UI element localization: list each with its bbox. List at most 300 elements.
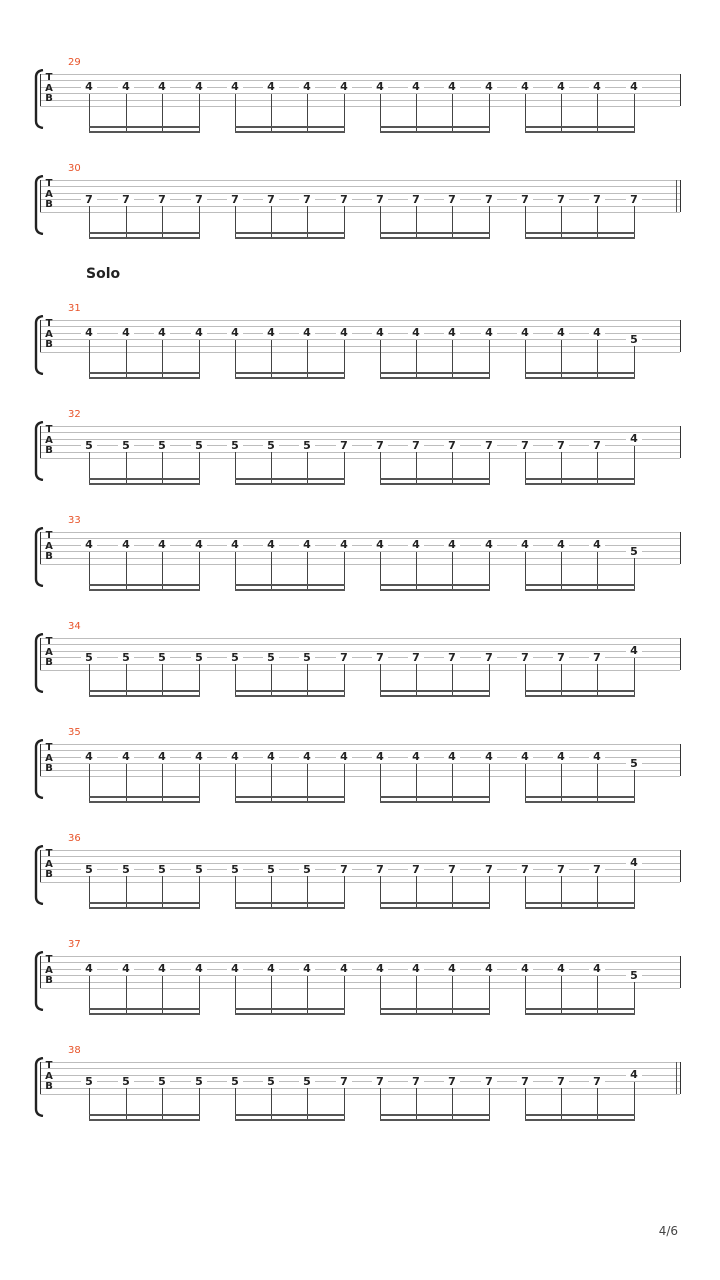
note-beam [380, 126, 490, 128]
barline-start [40, 320, 41, 352]
fret-number: 4 [481, 539, 497, 550]
staff-line [40, 538, 680, 539]
section-label: Solo [86, 266, 121, 282]
fret-number: 5 [118, 1076, 134, 1087]
barline-end [680, 638, 681, 670]
tab-clef-letter: A [45, 646, 53, 658]
note-beam [525, 801, 635, 803]
note-beam [380, 237, 490, 239]
note-beam [525, 690, 635, 692]
fret-number: 4 [191, 539, 207, 550]
note-beam [380, 483, 490, 485]
tab-clef [44, 425, 54, 457]
fret-number: 7 [336, 1076, 352, 1087]
fret-number: 7 [481, 440, 497, 451]
measure-number: 31 [68, 303, 81, 314]
fret-number: 4 [336, 81, 352, 92]
tab-clef-letter: B [45, 551, 53, 562]
note-beam [235, 1008, 345, 1010]
staff-line [40, 869, 680, 870]
tab-clef [44, 849, 54, 881]
note-beam [89, 478, 200, 480]
note-beam [235, 232, 345, 234]
tab-staff [40, 74, 682, 106]
fret-number: 4 [589, 327, 605, 338]
fret-number: 7 [336, 440, 352, 451]
fret-number: 7 [154, 194, 170, 205]
fret-number: 4 [191, 327, 207, 338]
staff-line [40, 982, 680, 983]
fret-number: 5 [81, 440, 97, 451]
note-beam [525, 1008, 635, 1010]
fret-number: 5 [626, 546, 642, 557]
fret-number: 4 [118, 539, 134, 550]
staff-line [40, 320, 680, 321]
fret-number: 7 [553, 194, 569, 205]
fret-number: 7 [408, 194, 424, 205]
fret-number: 5 [191, 440, 207, 451]
note-beam [525, 695, 635, 697]
fret-number: 5 [154, 864, 170, 875]
note-beam [89, 589, 200, 591]
tab-clef-letter: T [45, 72, 53, 83]
staff-line [40, 339, 680, 340]
note-beam [235, 695, 345, 697]
note-beam [380, 1119, 490, 1121]
note-beam [525, 1013, 635, 1015]
barline-start [40, 638, 41, 670]
fret-number: 4 [481, 751, 497, 762]
measure-number: 33 [68, 515, 81, 526]
fret-number: 7 [118, 194, 134, 205]
fret-number: 5 [299, 864, 315, 875]
note-beam [235, 902, 345, 904]
staff-line [40, 80, 680, 81]
fret-number: 5 [227, 864, 243, 875]
fret-number: 4 [626, 433, 642, 444]
fret-number: 4 [408, 327, 424, 338]
barline-end [680, 1062, 681, 1094]
note-beam [235, 237, 345, 239]
note-beam [235, 478, 345, 480]
fret-number: 5 [227, 440, 243, 451]
tab-clef-letter: B [45, 763, 53, 774]
tab-clef-letter: B [45, 93, 53, 104]
staff-line [40, 670, 680, 671]
fret-number: 5 [263, 440, 279, 451]
fret-number: 4 [81, 751, 97, 762]
fret-number: 4 [191, 751, 207, 762]
staff-line [40, 1062, 680, 1063]
note-beam [89, 796, 200, 798]
fret-number: 5 [118, 652, 134, 663]
tab-clef-letter: B [45, 445, 53, 456]
fret-number: 4 [372, 81, 388, 92]
fret-number: 7 [372, 1076, 388, 1087]
note-beam [89, 126, 200, 128]
fret-number: 5 [154, 1076, 170, 1087]
fret-number: 4 [118, 327, 134, 338]
tab-clef-letter: T [45, 1060, 53, 1071]
note-beam [89, 131, 200, 133]
tab-clef-letter: B [45, 1081, 53, 1092]
fret-number: 5 [81, 864, 97, 875]
fret-number: 4 [263, 327, 279, 338]
fret-number: 4 [626, 645, 642, 656]
note-beam [235, 483, 345, 485]
fret-number: 4 [336, 963, 352, 974]
tab-system [0, 515, 720, 602]
fret-number: 4 [553, 539, 569, 550]
fret-number: 4 [517, 751, 533, 762]
fret-number: 4 [81, 327, 97, 338]
fret-number: 7 [589, 194, 605, 205]
tab-staff [40, 426, 682, 458]
fret-number: 5 [626, 334, 642, 345]
measure-number: 34 [68, 621, 81, 632]
tab-system [0, 621, 720, 708]
barline-start [40, 956, 41, 988]
tab-clef-letter: B [45, 869, 53, 880]
fret-number: 7 [336, 652, 352, 663]
tab-clef-letter: A [45, 188, 53, 200]
note-beam [380, 232, 490, 234]
note-beam [89, 483, 200, 485]
fret-number: 7 [589, 1076, 605, 1087]
fret-number: 5 [227, 652, 243, 663]
note-beam [380, 907, 490, 909]
note-beam [525, 907, 635, 909]
staff-line [40, 212, 680, 213]
note-beam [89, 902, 200, 904]
staff-line [40, 876, 680, 877]
staff-line [40, 100, 680, 101]
tab-clef-letter: T [45, 424, 53, 435]
staff-line [40, 545, 680, 546]
fret-number: 5 [154, 652, 170, 663]
barline-start [40, 74, 41, 106]
fret-number: 7 [444, 652, 460, 663]
note-beam [89, 372, 200, 374]
note-beam [525, 126, 635, 128]
note-beam [89, 1013, 200, 1015]
staff-line [40, 564, 680, 565]
fret-number: 4 [81, 539, 97, 550]
fret-number: 4 [227, 81, 243, 92]
fret-number: 7 [517, 864, 533, 875]
fret-number: 7 [481, 194, 497, 205]
fret-number: 4 [81, 963, 97, 974]
barline-end [680, 320, 681, 352]
note-beam [525, 483, 635, 485]
note-beam [89, 695, 200, 697]
fret-number: 4 [626, 857, 642, 868]
fret-number: 4 [517, 327, 533, 338]
fret-number: 4 [553, 327, 569, 338]
tab-system [0, 833, 720, 920]
staff-line [40, 1081, 680, 1082]
fret-number: 4 [154, 327, 170, 338]
note-beam [380, 1114, 490, 1116]
note-beam [525, 372, 635, 374]
note-beam [235, 907, 345, 909]
note-beam [380, 372, 490, 374]
measure-number: 32 [68, 409, 81, 420]
fret-number: 7 [444, 194, 460, 205]
fret-number: 7 [553, 652, 569, 663]
fret-number: 4 [481, 327, 497, 338]
barline-end [680, 532, 681, 564]
tab-clef [44, 743, 54, 775]
note-beam [89, 801, 200, 803]
note-beam [235, 1013, 345, 1015]
fret-number: 7 [553, 440, 569, 451]
staff-line [40, 346, 680, 347]
note-beam [235, 131, 345, 133]
note-beam [525, 1114, 635, 1116]
tab-staff [40, 956, 682, 988]
tab-staff [40, 1062, 682, 1094]
fret-number: 7 [336, 194, 352, 205]
staff-line [40, 1094, 680, 1095]
fret-number: 5 [118, 440, 134, 451]
fret-number: 4 [299, 751, 315, 762]
staff-line [40, 962, 680, 963]
note-beam [89, 377, 200, 379]
measure-number: 37 [68, 939, 81, 950]
staff-line [40, 439, 680, 440]
note-beam [525, 589, 635, 591]
staff-line [40, 1068, 680, 1069]
staff-line [40, 551, 680, 552]
fret-number: 4 [372, 751, 388, 762]
fret-number: 4 [336, 327, 352, 338]
fret-number: 7 [517, 652, 533, 663]
fret-number: 4 [154, 81, 170, 92]
fret-number: 7 [589, 652, 605, 663]
fret-number: 4 [589, 539, 605, 550]
fret-number: 4 [481, 81, 497, 92]
note-beam [380, 695, 490, 697]
barline-start [40, 1062, 41, 1094]
fret-number: 7 [372, 194, 388, 205]
staff-line [40, 186, 680, 187]
note-beam [235, 690, 345, 692]
fret-number: 4 [372, 327, 388, 338]
barline-end [680, 850, 681, 882]
fret-number: 7 [191, 194, 207, 205]
fret-number: 7 [372, 652, 388, 663]
note-beam [89, 1114, 200, 1116]
fret-number: 7 [408, 1076, 424, 1087]
fret-number: 4 [626, 1069, 642, 1080]
fret-number: 4 [336, 751, 352, 762]
measure-number: 30 [68, 163, 81, 174]
staff-line [40, 757, 680, 758]
fret-number: 7 [372, 440, 388, 451]
fret-number: 4 [589, 751, 605, 762]
fret-number: 4 [444, 327, 460, 338]
fret-number: 4 [444, 539, 460, 550]
fret-number: 5 [154, 440, 170, 451]
note-beam [235, 1119, 345, 1121]
staff-line [40, 776, 680, 777]
note-beam [89, 907, 200, 909]
fret-number: 7 [408, 440, 424, 451]
tab-clef-letter: A [45, 328, 53, 340]
note-beam [235, 126, 345, 128]
fret-number: 7 [336, 864, 352, 875]
fret-number: 4 [408, 81, 424, 92]
fret-number: 5 [191, 652, 207, 663]
staff-line [40, 657, 680, 658]
fret-number: 4 [517, 963, 533, 974]
fret-number: 4 [444, 751, 460, 762]
fret-number: 7 [263, 194, 279, 205]
fret-number: 4 [408, 539, 424, 550]
fret-number: 4 [81, 81, 97, 92]
staff-line [40, 956, 680, 957]
fret-number: 4 [517, 81, 533, 92]
tab-clef-letter: B [45, 339, 53, 350]
note-beam [525, 237, 635, 239]
tab-system [0, 727, 720, 814]
fret-number: 4 [154, 539, 170, 550]
barline-start [40, 180, 41, 212]
tab-system [0, 163, 720, 250]
tab-system [0, 303, 720, 390]
fret-number: 4 [263, 81, 279, 92]
fret-number: 5 [299, 440, 315, 451]
fret-number: 7 [481, 652, 497, 663]
barline-end [680, 74, 681, 106]
fret-number: 4 [299, 539, 315, 550]
note-beam [525, 377, 635, 379]
fret-number: 4 [263, 751, 279, 762]
fret-number: 4 [227, 751, 243, 762]
barline-double-thin [676, 180, 677, 212]
note-beam [89, 690, 200, 692]
tab-clef-letter: A [45, 752, 53, 764]
tab-clef-letter: T [45, 318, 53, 329]
fret-number: 4 [626, 81, 642, 92]
tab-clef-letter: T [45, 954, 53, 965]
note-beam [380, 131, 490, 133]
fret-number: 4 [517, 539, 533, 550]
staff-line [40, 93, 680, 94]
staff-line [40, 1075, 680, 1076]
fret-number: 5 [191, 1076, 207, 1087]
fret-number: 4 [263, 963, 279, 974]
tab-system [0, 1045, 720, 1132]
fret-number: 5 [626, 970, 642, 981]
fret-number: 4 [589, 963, 605, 974]
staff-line [40, 206, 680, 207]
fret-number: 7 [372, 864, 388, 875]
barline-end [680, 180, 681, 212]
fret-number: 5 [81, 652, 97, 663]
fret-number: 4 [299, 81, 315, 92]
fret-number: 4 [553, 81, 569, 92]
note-beam [380, 690, 490, 692]
staff-line [40, 638, 680, 639]
fret-number: 7 [589, 864, 605, 875]
fret-number: 7 [444, 440, 460, 451]
fret-number: 4 [336, 539, 352, 550]
note-beam [525, 478, 635, 480]
fret-number: 7 [408, 864, 424, 875]
note-beam [89, 232, 200, 234]
barline-start [40, 744, 41, 776]
fret-number: 7 [81, 194, 97, 205]
fret-number: 5 [263, 864, 279, 875]
fret-number: 4 [444, 81, 460, 92]
staff-line [40, 558, 680, 559]
fret-number: 7 [481, 1076, 497, 1087]
fret-number: 7 [553, 864, 569, 875]
fret-number: 7 [517, 194, 533, 205]
note-beam [89, 584, 200, 586]
tab-clef-letter: A [45, 858, 53, 870]
staff-line [40, 532, 680, 533]
tab-system [0, 57, 720, 144]
note-beam [380, 796, 490, 798]
note-beam [89, 237, 200, 239]
tab-clef-letter: B [45, 657, 53, 668]
staff-line [40, 975, 680, 976]
fret-number: 7 [227, 194, 243, 205]
measure-number: 29 [68, 57, 81, 68]
fret-number: 5 [626, 758, 642, 769]
tab-system [0, 939, 720, 1026]
staff-line [40, 326, 680, 327]
staff-line [40, 850, 680, 851]
staff-line [40, 750, 680, 751]
fret-number: 5 [81, 1076, 97, 1087]
tab-clef-letter: T [45, 178, 53, 189]
note-beam [235, 796, 345, 798]
fret-number: 7 [553, 1076, 569, 1087]
note-beam [380, 377, 490, 379]
note-beam [525, 131, 635, 133]
staff-line [40, 452, 680, 453]
staff-line [40, 106, 680, 107]
note-beam [380, 801, 490, 803]
note-beam [235, 589, 345, 591]
note-beam [380, 584, 490, 586]
fret-number: 4 [372, 963, 388, 974]
measure-number: 38 [68, 1045, 81, 1056]
tab-clef-letter: T [45, 742, 53, 753]
staff-line [40, 180, 680, 181]
staff-line [40, 193, 680, 194]
fret-number: 5 [118, 864, 134, 875]
fret-number: 5 [299, 652, 315, 663]
note-beam [525, 796, 635, 798]
fret-number: 4 [408, 963, 424, 974]
tab-staff [40, 532, 682, 564]
fret-number: 4 [408, 751, 424, 762]
fret-number: 4 [481, 963, 497, 974]
tab-clef-letter: A [45, 1070, 53, 1082]
tab-staff [40, 850, 682, 882]
barline-end [680, 956, 681, 988]
tab-staff [40, 320, 682, 352]
fret-number: 4 [589, 81, 605, 92]
note-beam [235, 372, 345, 374]
fret-number: 7 [626, 194, 642, 205]
barline-start [40, 532, 41, 564]
